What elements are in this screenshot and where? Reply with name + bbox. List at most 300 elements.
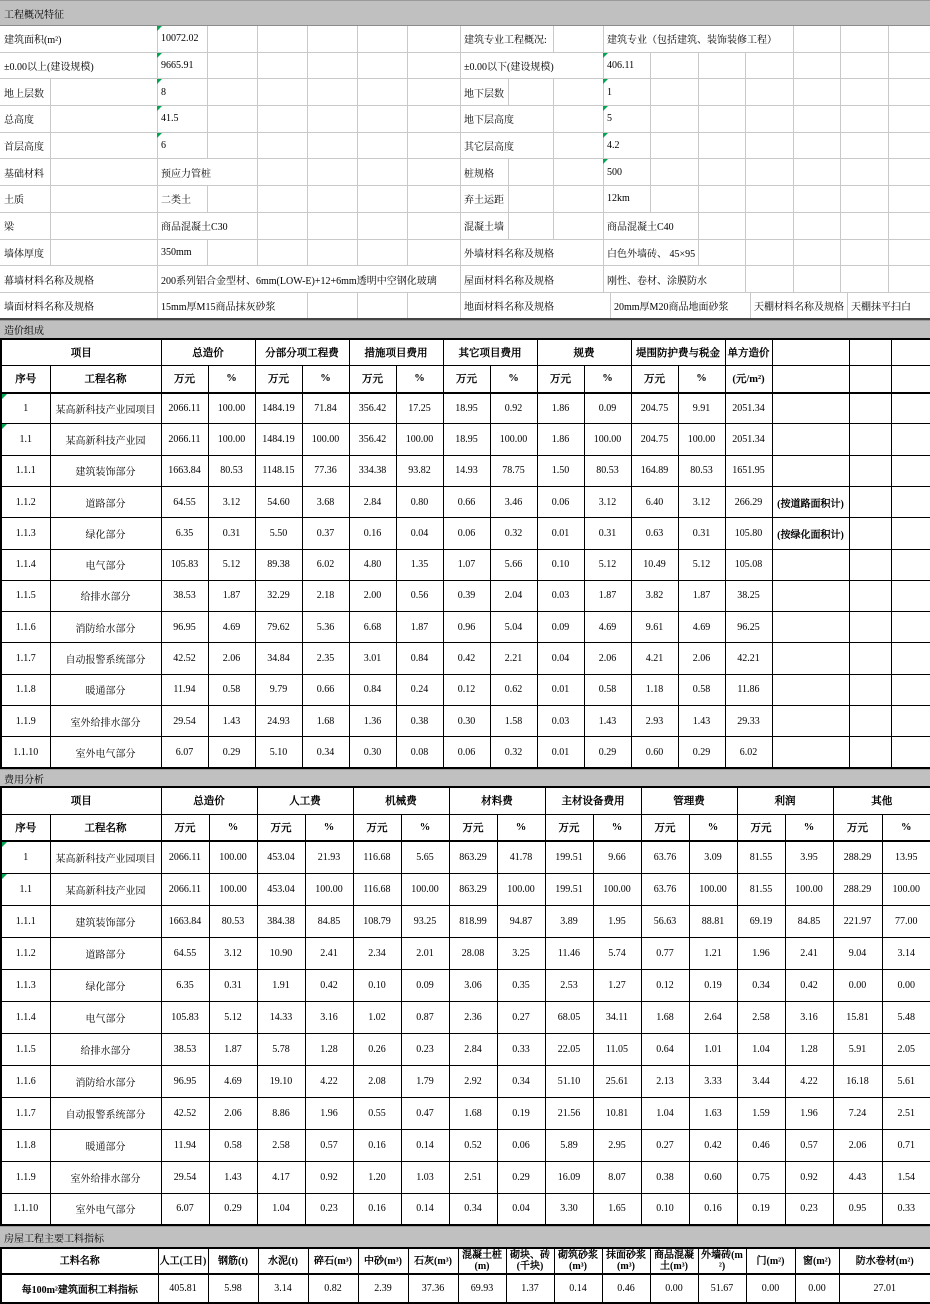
col-header[interactable]: %	[497, 814, 545, 841]
col-header[interactable]: %	[305, 814, 353, 841]
empty-cell[interactable]	[849, 643, 891, 674]
value-cell[interactable]: 1.35	[396, 549, 443, 580]
col-header[interactable]: 混凝土桩(m)	[458, 1248, 506, 1274]
value-cell[interactable]: 2066.11	[161, 873, 209, 905]
value-cell[interactable]: 2051.34	[725, 424, 772, 455]
value-cell[interactable]: 8.07	[593, 1161, 641, 1193]
value-cell[interactable]: 0.46	[737, 1129, 785, 1161]
value-cell[interactable]: 5.65	[401, 841, 449, 873]
col-header[interactable]: 机械费	[353, 787, 449, 814]
value-cell[interactable]: 1.59	[737, 1097, 785, 1129]
value-cell[interactable]: 4.80	[349, 549, 396, 580]
row-number-cell[interactable]	[1, 1161, 50, 1193]
value-cell[interactable]: 0.00	[650, 1274, 698, 1303]
value-cell[interactable]: 0.08	[396, 737, 443, 768]
value-cell[interactable]: 63.76	[641, 873, 689, 905]
value-cell[interactable]: 0.03	[537, 580, 584, 611]
field-value[interactable]: 20mm厚M20商品地面砂浆	[611, 293, 731, 318]
value-cell[interactable]: 221.97	[833, 905, 882, 937]
value-cell[interactable]: 0.56	[396, 580, 443, 611]
empty-cell[interactable]	[891, 643, 930, 674]
value-cell[interactable]: 0.46	[602, 1274, 650, 1303]
value-cell[interactable]: 0.38	[641, 1161, 689, 1193]
value-cell[interactable]: 1.43	[209, 1161, 257, 1193]
col-header[interactable]: %	[584, 366, 631, 393]
value-cell[interactable]: 4.21	[631, 643, 678, 674]
value-cell[interactable]: 116.68	[353, 873, 401, 905]
value-cell[interactable]: 105.08	[725, 549, 772, 580]
col-header[interactable]: 总造价	[161, 339, 255, 366]
value-cell[interactable]: 11.94	[161, 1129, 209, 1161]
value-cell[interactable]: 3.14	[882, 937, 930, 969]
row-number-cell[interactable]	[1, 424, 50, 455]
row-number-cell[interactable]	[1, 1001, 50, 1033]
value-cell[interactable]: 3.12	[208, 486, 255, 517]
value-cell[interactable]: 4.22	[785, 1065, 833, 1097]
field-label[interactable]: 地上层数	[1, 79, 47, 105]
note-cell[interactable]: (按道路面积计)	[772, 486, 849, 517]
col-header[interactable]: 门(m²)	[746, 1248, 795, 1274]
project-name-cell[interactable]: 某高新科技产业园	[50, 424, 161, 455]
field-label[interactable]: 土质	[1, 186, 27, 212]
value-cell[interactable]: 3.46	[490, 486, 537, 517]
value-cell[interactable]: 105.83	[161, 1001, 209, 1033]
value-cell[interactable]: 4.69	[584, 612, 631, 643]
value-cell[interactable]: 0.27	[641, 1129, 689, 1161]
value-cell[interactable]: 0.58	[209, 1129, 257, 1161]
row-number-cell[interactable]	[1, 643, 50, 674]
value-cell[interactable]: 0.64	[641, 1033, 689, 1065]
value-cell[interactable]: 9.79	[255, 674, 302, 705]
value-cell[interactable]: 0.42	[305, 969, 353, 1001]
value-cell[interactable]: 384.38	[257, 905, 305, 937]
field-value[interactable]: 41.5	[158, 106, 182, 132]
value-cell[interactable]: 2.08	[353, 1065, 401, 1097]
field-value[interactable]: 406.11	[604, 53, 637, 79]
field-label[interactable]: 地下层数	[461, 79, 507, 105]
value-cell[interactable]: 4.22	[305, 1065, 353, 1097]
empty-cell[interactable]	[891, 674, 930, 705]
empty-cell[interactable]	[891, 366, 930, 393]
row-number-cell[interactable]	[1, 937, 50, 969]
empty-cell[interactable]	[849, 486, 891, 517]
value-cell[interactable]: 6.07	[161, 1193, 209, 1225]
value-cell[interactable]: 5.10	[255, 737, 302, 768]
value-cell[interactable]: 204.75	[631, 393, 678, 424]
value-cell[interactable]: 0.31	[678, 518, 725, 549]
value-cell[interactable]: 96.95	[161, 612, 208, 643]
col-header[interactable]: 万元	[833, 814, 882, 841]
value-cell[interactable]: 2.05	[882, 1033, 930, 1065]
value-cell[interactable]: 77.36	[302, 455, 349, 486]
col-header[interactable]: %	[593, 814, 641, 841]
col-header[interactable]: 万元	[257, 814, 305, 841]
value-cell[interactable]: 0.30	[349, 737, 396, 768]
value-cell[interactable]: 1.37	[506, 1274, 554, 1303]
value-cell[interactable]: 8.86	[257, 1097, 305, 1129]
value-cell[interactable]: 2.51	[882, 1097, 930, 1129]
value-cell[interactable]: 0.92	[305, 1161, 353, 1193]
value-cell[interactable]: 1.04	[737, 1033, 785, 1065]
value-cell[interactable]: 0.31	[208, 518, 255, 549]
value-cell[interactable]: 0.92	[785, 1161, 833, 1193]
value-cell[interactable]: 0.23	[401, 1033, 449, 1065]
value-cell[interactable]: 80.53	[208, 455, 255, 486]
value-cell[interactable]: 453.04	[257, 841, 305, 873]
value-cell[interactable]: 0.35	[497, 969, 545, 1001]
value-cell[interactable]: 100.00	[497, 873, 545, 905]
empty-cell[interactable]	[891, 393, 930, 424]
value-cell[interactable]: 1.04	[641, 1097, 689, 1129]
value-cell[interactable]: 0.39	[443, 580, 490, 611]
value-cell[interactable]: 0.66	[302, 674, 349, 705]
col-header[interactable]: 其它项目费用	[443, 339, 537, 366]
value-cell[interactable]: 0.16	[349, 518, 396, 549]
col-header[interactable]: 项目	[1, 787, 161, 814]
value-cell[interactable]: 2066.11	[161, 841, 209, 873]
value-cell[interactable]: 1.68	[302, 706, 349, 737]
value-cell[interactable]: 84.85	[785, 905, 833, 937]
empty-cell[interactable]	[849, 580, 891, 611]
value-cell[interactable]: 69.93	[458, 1274, 506, 1303]
value-cell[interactable]: 5.12	[678, 549, 725, 580]
col-header[interactable]: 钢筋(t)	[208, 1248, 258, 1274]
project-name-cell[interactable]: 暖通部分	[50, 1129, 161, 1161]
value-cell[interactable]: 2.64	[689, 1001, 737, 1033]
col-header[interactable]: 万元	[449, 814, 497, 841]
value-cell[interactable]: 0.32	[490, 737, 537, 768]
value-cell[interactable]: 3.12	[678, 486, 725, 517]
note-cell[interactable]	[772, 737, 849, 768]
value-cell[interactable]: 5.50	[255, 518, 302, 549]
value-cell[interactable]: 6.02	[302, 549, 349, 580]
col-header[interactable]: 主材设备费用	[545, 787, 641, 814]
row-number-cell[interactable]	[1, 873, 50, 905]
value-cell[interactable]: 1484.19	[255, 393, 302, 424]
value-cell[interactable]: 0.19	[689, 969, 737, 1001]
value-cell[interactable]: 34.11	[593, 1001, 641, 1033]
value-cell[interactable]: 0.55	[353, 1097, 401, 1129]
value-cell[interactable]: 100.00	[305, 873, 353, 905]
row-number-cell[interactable]	[1, 969, 50, 1001]
value-cell[interactable]: 2.35	[302, 643, 349, 674]
value-cell[interactable]: 38.25	[725, 580, 772, 611]
col-header[interactable]: 万元	[161, 814, 209, 841]
value-cell[interactable]: 0.29	[209, 1193, 257, 1225]
value-cell[interactable]: 37.36	[408, 1274, 458, 1303]
col-header[interactable]: 抹面砂浆(m³)	[602, 1248, 650, 1274]
value-cell[interactable]: 3.12	[584, 486, 631, 517]
value-cell[interactable]: 1.01	[689, 1033, 737, 1065]
value-cell[interactable]: 2.06	[584, 643, 631, 674]
value-cell[interactable]: 81.55	[737, 841, 785, 873]
value-cell[interactable]: 5.12	[208, 549, 255, 580]
value-cell[interactable]: 100.00	[490, 424, 537, 455]
note-cell[interactable]	[772, 580, 849, 611]
value-cell[interactable]: 32.29	[255, 580, 302, 611]
value-cell[interactable]: 2066.11	[161, 424, 208, 455]
value-cell[interactable]: 29.54	[161, 1161, 209, 1193]
value-cell[interactable]: 3.89	[545, 905, 593, 937]
value-cell[interactable]: 0.47	[401, 1097, 449, 1129]
value-cell[interactable]: 288.29	[833, 841, 882, 873]
value-cell[interactable]: 56.63	[641, 905, 689, 937]
row-number-cell[interactable]	[1, 612, 50, 643]
value-cell[interactable]: 11.94	[161, 674, 208, 705]
value-cell[interactable]: 2.39	[358, 1274, 408, 1303]
value-cell[interactable]: 64.55	[161, 937, 209, 969]
field-value[interactable]: 8	[158, 79, 169, 105]
col-header[interactable]: 万元	[641, 814, 689, 841]
col-header[interactable]: 分部分项工程费	[255, 339, 349, 366]
value-cell[interactable]: 3.30	[545, 1193, 593, 1225]
value-cell[interactable]: 3.25	[497, 937, 545, 969]
value-cell[interactable]: 0.82	[308, 1274, 358, 1303]
value-cell[interactable]: 0.14	[554, 1274, 602, 1303]
value-cell[interactable]: 1.54	[882, 1161, 930, 1193]
value-cell[interactable]: 1.43	[584, 706, 631, 737]
value-cell[interactable]: 2.13	[641, 1065, 689, 1097]
value-cell[interactable]: 41.78	[497, 841, 545, 873]
value-cell[interactable]: 0.29	[497, 1161, 545, 1193]
value-cell[interactable]: 80.53	[678, 455, 725, 486]
value-cell[interactable]: 0.23	[785, 1193, 833, 1225]
field-value[interactable]: 天棚抹平扫白	[848, 293, 914, 318]
col-header[interactable]: 万元	[737, 814, 785, 841]
value-cell[interactable]: 2.58	[737, 1001, 785, 1033]
value-cell[interactable]: 334.38	[349, 455, 396, 486]
field-label[interactable]: 基础材料	[1, 159, 47, 185]
field-label[interactable]: 梁	[1, 213, 17, 239]
value-cell[interactable]: 3.16	[305, 1001, 353, 1033]
value-cell[interactable]: 0.33	[497, 1033, 545, 1065]
note-cell[interactable]	[772, 674, 849, 705]
empty-cell[interactable]	[891, 580, 930, 611]
field-value[interactable]: 商品混凝土C30	[158, 213, 231, 239]
value-cell[interactable]: 0.06	[537, 486, 584, 517]
value-cell[interactable]: 93.82	[396, 455, 443, 486]
value-cell[interactable]: 0.71	[882, 1129, 930, 1161]
value-cell[interactable]: 100.00	[396, 424, 443, 455]
field-value[interactable]: 10072.02	[158, 26, 202, 52]
value-cell[interactable]: 80.53	[584, 455, 631, 486]
value-cell[interactable]: 0.19	[737, 1193, 785, 1225]
value-cell[interactable]: 0.12	[641, 969, 689, 1001]
value-cell[interactable]: 0.14	[401, 1193, 449, 1225]
value-cell[interactable]: 100.00	[302, 424, 349, 455]
value-cell[interactable]: 1663.84	[161, 455, 208, 486]
project-name-cell[interactable]: 暖通部分	[50, 674, 161, 705]
value-cell[interactable]: 0.04	[497, 1193, 545, 1225]
empty-cell[interactable]	[891, 518, 930, 549]
value-cell[interactable]: 29.33	[725, 706, 772, 737]
value-cell[interactable]: 2.41	[305, 937, 353, 969]
value-cell[interactable]: 0.92	[490, 393, 537, 424]
row-number-cell[interactable]	[1, 549, 50, 580]
project-name-cell[interactable]: 建筑装饰部分	[50, 455, 161, 486]
col-header[interactable]: 管理费	[641, 787, 737, 814]
col-header[interactable]: 序号	[1, 366, 50, 393]
value-cell[interactable]: 0.10	[353, 969, 401, 1001]
value-cell[interactable]: 0.58	[678, 674, 725, 705]
note-cell[interactable]	[772, 706, 849, 737]
value-cell[interactable]: 11.86	[725, 674, 772, 705]
col-header[interactable]: 防水卷材(m²)	[839, 1248, 930, 1274]
value-cell[interactable]: 0.09	[537, 612, 584, 643]
value-cell[interactable]: 0.00	[882, 969, 930, 1001]
value-cell[interactable]: 6.35	[161, 969, 209, 1001]
empty-cell[interactable]	[849, 706, 891, 737]
value-cell[interactable]: 0.31	[584, 518, 631, 549]
value-cell[interactable]: 100.00	[584, 424, 631, 455]
value-cell[interactable]: 78.75	[490, 455, 537, 486]
note-cell[interactable]	[772, 393, 849, 424]
field-label[interactable]: 天棚材料名称及规格	[751, 293, 847, 318]
value-cell[interactable]: 116.68	[353, 841, 401, 873]
value-cell[interactable]: 10.81	[593, 1097, 641, 1129]
empty-cell[interactable]	[849, 518, 891, 549]
value-cell[interactable]: 1.95	[593, 905, 641, 937]
col-header[interactable]: 单方造价	[725, 339, 772, 366]
field-label[interactable]: 总高度	[1, 106, 37, 132]
value-cell[interactable]: 199.51	[545, 841, 593, 873]
value-cell[interactable]: 18.95	[443, 393, 490, 424]
value-cell[interactable]: 0.60	[689, 1161, 737, 1193]
col-header[interactable]: 工程名称	[50, 814, 161, 841]
value-cell[interactable]: 0.04	[396, 518, 443, 549]
empty-cell[interactable]	[891, 455, 930, 486]
col-header[interactable]: 外墙砖(m²)	[698, 1248, 746, 1274]
value-cell[interactable]: 288.29	[833, 873, 882, 905]
value-cell[interactable]: 2.41	[785, 937, 833, 969]
field-value[interactable]: 200系列铝合金型材、6mm(LOW-E)+12+6mm透明中空钢化玻璃	[158, 266, 440, 292]
col-header[interactable]: %	[396, 366, 443, 393]
value-cell[interactable]: 6.35	[161, 518, 208, 549]
field-value[interactable]: 1	[604, 79, 615, 105]
field-value[interactable]: 预应力管桩	[158, 159, 214, 185]
col-header[interactable]: 规费	[537, 339, 631, 366]
value-cell[interactable]: 4.17	[257, 1161, 305, 1193]
value-cell[interactable]: 1.02	[353, 1001, 401, 1033]
value-cell[interactable]: 0.00	[746, 1274, 795, 1303]
value-cell[interactable]: 5.12	[584, 549, 631, 580]
value-cell[interactable]: 0.03	[537, 706, 584, 737]
value-cell[interactable]: 51.67	[698, 1274, 746, 1303]
value-cell[interactable]: 51.10	[545, 1065, 593, 1097]
value-cell[interactable]: 3.68	[302, 486, 349, 517]
value-cell[interactable]: 9.91	[678, 393, 725, 424]
value-cell[interactable]: 100.00	[401, 873, 449, 905]
value-cell[interactable]: 405.81	[158, 1274, 208, 1303]
value-cell[interactable]: 1.43	[208, 706, 255, 737]
value-cell[interactable]: 0.23	[305, 1193, 353, 1225]
value-cell[interactable]: 2.21	[490, 643, 537, 674]
value-cell[interactable]: 0.77	[641, 937, 689, 969]
field-label[interactable]: 地面材料名称及规格	[461, 293, 557, 318]
value-cell[interactable]: 0.38	[396, 706, 443, 737]
empty-cell[interactable]	[849, 366, 891, 393]
value-cell[interactable]: 6.68	[349, 612, 396, 643]
value-cell[interactable]: 0.14	[401, 1129, 449, 1161]
col-header[interactable]: 商品混凝土(m³)	[650, 1248, 698, 1274]
col-header[interactable]: 窗(m²)	[795, 1248, 839, 1274]
row-number-cell[interactable]	[1, 393, 50, 424]
field-label[interactable]: ±0.00以上(建设规模)	[1, 53, 97, 79]
value-cell[interactable]: 1.87	[678, 580, 725, 611]
value-cell[interactable]: 0.96	[443, 612, 490, 643]
value-cell[interactable]: 4.43	[833, 1161, 882, 1193]
row-number-cell[interactable]	[1, 841, 50, 873]
value-cell[interactable]: 100.00	[208, 393, 255, 424]
field-label[interactable]: 屋面材料名称及规格	[461, 266, 557, 292]
value-cell[interactable]: 42.52	[161, 643, 208, 674]
col-header[interactable]: 措施项目费用	[349, 339, 443, 366]
value-cell[interactable]: 2066.11	[161, 393, 208, 424]
project-name-cell[interactable]: 建筑装饰部分	[50, 905, 161, 937]
empty-cell[interactable]	[849, 424, 891, 455]
empty-cell[interactable]	[891, 549, 930, 580]
field-label[interactable]: 建筑专业工程概况:	[461, 26, 550, 52]
project-name-cell[interactable]: 道路部分	[50, 486, 161, 517]
value-cell[interactable]: 5.91	[833, 1033, 882, 1065]
value-cell[interactable]: 1.68	[449, 1097, 497, 1129]
field-value[interactable]: 二类土	[158, 186, 194, 212]
col-header[interactable]: 石灰(m³)	[408, 1248, 458, 1274]
col-header[interactable]: 人工(工日)	[158, 1248, 208, 1274]
value-cell[interactable]: 0.84	[349, 674, 396, 705]
value-cell[interactable]: 2.84	[449, 1033, 497, 1065]
value-cell[interactable]: 1.28	[305, 1033, 353, 1065]
col-header[interactable]: (元/m²)	[725, 366, 772, 393]
value-cell[interactable]: 1.03	[401, 1161, 449, 1193]
value-cell[interactable]: 0.10	[537, 549, 584, 580]
note-cell[interactable]: (按绿化面积计)	[772, 518, 849, 549]
value-cell[interactable]: 1.96	[737, 937, 785, 969]
value-cell[interactable]: 89.38	[255, 549, 302, 580]
value-cell[interactable]: 1.58	[490, 706, 537, 737]
project-name-cell[interactable]: 某高新科技产业园	[50, 873, 161, 905]
value-cell[interactable]: 0.00	[795, 1274, 839, 1303]
value-cell[interactable]: 3.33	[689, 1065, 737, 1097]
value-cell[interactable]: 1.28	[785, 1033, 833, 1065]
row-number-cell[interactable]	[1, 674, 50, 705]
value-cell[interactable]: 5.66	[490, 549, 537, 580]
value-cell[interactable]: 356.42	[349, 393, 396, 424]
value-cell[interactable]: 100.00	[593, 873, 641, 905]
value-cell[interactable]: 2.00	[349, 580, 396, 611]
value-cell[interactable]: 25.61	[593, 1065, 641, 1097]
col-header[interactable]: %	[209, 814, 257, 841]
value-cell[interactable]: 5.48	[882, 1001, 930, 1033]
row-number-cell[interactable]	[1, 706, 50, 737]
col-header[interactable]: %	[401, 814, 449, 841]
value-cell[interactable]: 14.33	[257, 1001, 305, 1033]
value-cell[interactable]: 9.04	[833, 937, 882, 969]
value-cell[interactable]: 0.30	[443, 706, 490, 737]
empty-cell[interactable]	[849, 339, 891, 366]
value-cell[interactable]: 1.87	[396, 612, 443, 643]
value-cell[interactable]: 11.05	[593, 1033, 641, 1065]
col-header[interactable]: 砌筑砂浆(m³)	[554, 1248, 602, 1274]
value-cell[interactable]: 356.42	[349, 424, 396, 455]
field-value[interactable]: 9665.91	[158, 53, 197, 79]
row-number-cell[interactable]	[1, 905, 50, 937]
value-cell[interactable]: 0.57	[305, 1129, 353, 1161]
col-header[interactable]: %	[785, 814, 833, 841]
col-header[interactable]: 序号	[1, 814, 50, 841]
value-cell[interactable]: 0.60	[631, 737, 678, 768]
project-name-cell[interactable]: 某高新科技产业园项目	[50, 393, 161, 424]
